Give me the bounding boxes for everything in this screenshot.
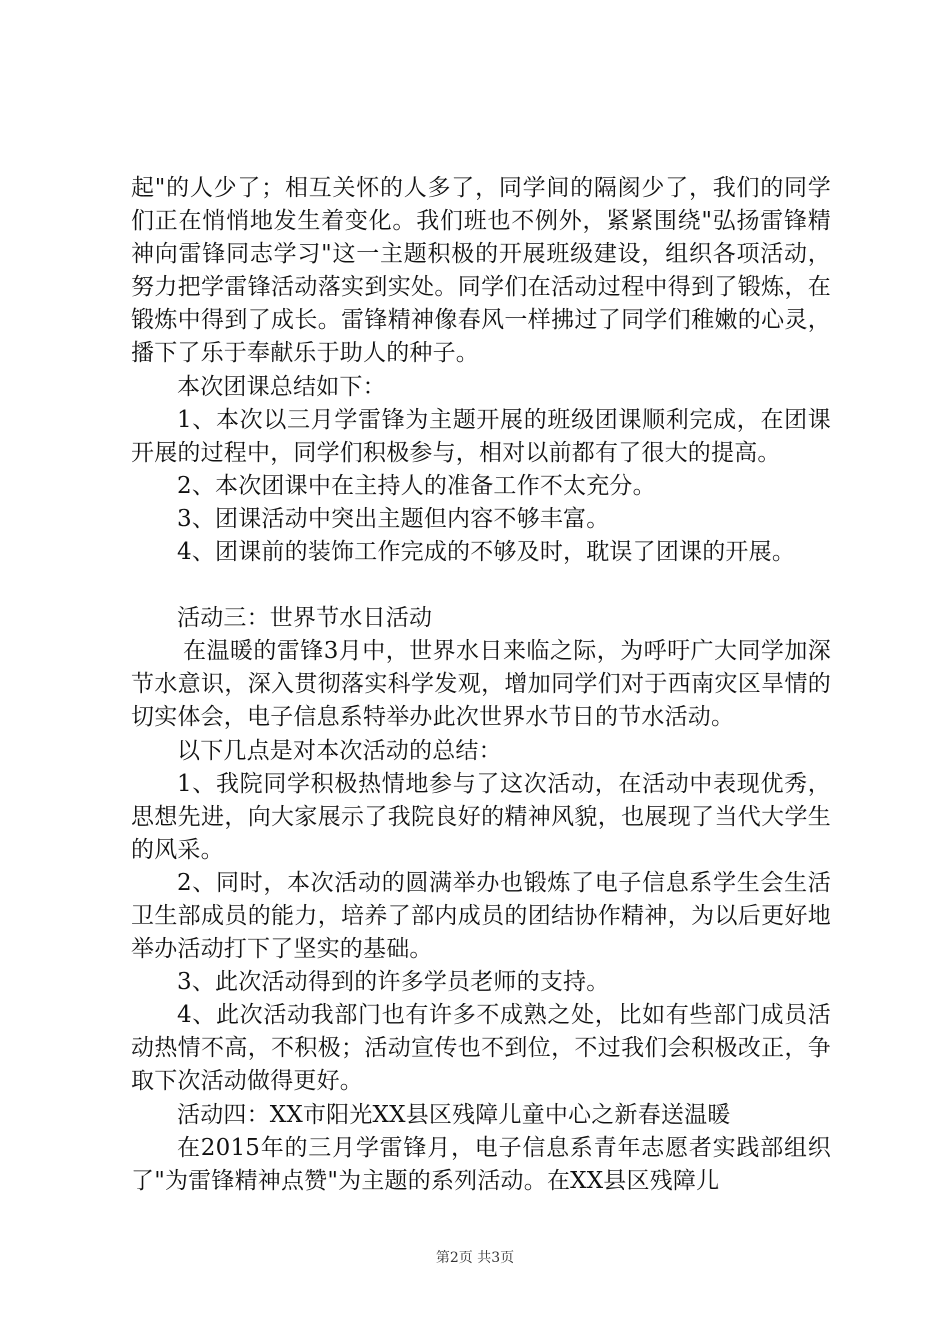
page-footer: 第2页 共3页 <box>435 1250 515 1266</box>
paragraph-summary-item-1: 1、本次以三月学雷锋为主题开展的班级团课顺利完成，在团课开展的过程中，同学们积极参与，相对以前都有了很大的提高。 <box>131 406 831 466</box>
paragraph-activity-4-intro: 在2015年的三月学雷锋月，电子信息系青年志愿者实践部组织了"为雷锋精神点赞"为主题的系列活动。在XX县区残障儿 <box>131 1134 831 1194</box>
paragraph-activity-3-item-3: 3、此次活动得到的许多学员老师的支持。 <box>177 969 610 996</box>
paragraph-activity-3-item-4: 4、此次活动我部门也有许多不成熟之处，比如有些部门成员活动热情不高，不积极；活动宣传也不到位，不过我们会积极改正，争取下次活动做得更好。 <box>131 1002 831 1095</box>
paragraph-spacer <box>131 569 831 602</box>
section-heading-activity-4: 活动四：XX市阳光XX县区残障儿童中心之新春送温暖 <box>177 1101 731 1128</box>
document-body <box>131 172 831 1198</box>
paragraph-summary-heading: 本次团课总结如下： <box>177 373 386 400</box>
paragraph-summary-item-3: 3、团课活动中突出主题但内容不够丰富。 <box>177 505 610 532</box>
paragraph-intro: 起"的人少了；相互关怀的人多了，同学间的隔阂少了，我们的同学们正在悄悄地发生着变化。我们班也不例外，紧紧围绕"弘扬雷锋精神向雷锋同志学习"这一主题积极的开展班级建设，组织各项活动，努力把学雷锋活动落实到实处。同学们在活动过程中得到了锻炼，在锻炼中得到了成长。雷锋精神像春风一样拂过了同学们稚嫩的心灵，播下了乐于奉献乐于助人的种子。 <box>131 175 831 367</box>
paragraph-activity-3-item-2: 2、同时，本次活动的圆满举办也锻炼了电子信息系学生会生活卫生部成员的能力，培养了部内成员的团结协作精神，为以后更好地举办活动打下了坚实的基础。 <box>131 869 831 963</box>
section-heading-activity-3: 活动三：世界节水日活动 <box>177 605 433 632</box>
paragraph-activity-3-summary-heading: 以下几点是对本次活动的总结： <box>177 737 502 764</box>
paragraph-summary-item-4: 4、团课前的装饰工作完成的不够及时，耽误了团课的开展。 <box>177 539 796 566</box>
paragraph-activity-3-intro: 在温暖的雷锋3月中，世界水日来临之际，为呼吁广大同学加深节水意识，深入贯彻落实科学发观，增加同学们对于西南灾区旱情的切实体会，电子信息系特举办此次世界水节日的节水活动。 <box>131 638 831 731</box>
paragraph-summary-item-2: 2、本次团课中在主持人的准备工作不太充分。 <box>177 472 656 499</box>
paragraph-activity-3-item-1: 1、我院同学积极热情地参与了这次活动，在活动中表现优秀，思想先进，向大家展示了我院良好的精神风貌，也展现了当代大学生的风采。 <box>131 770 831 863</box>
